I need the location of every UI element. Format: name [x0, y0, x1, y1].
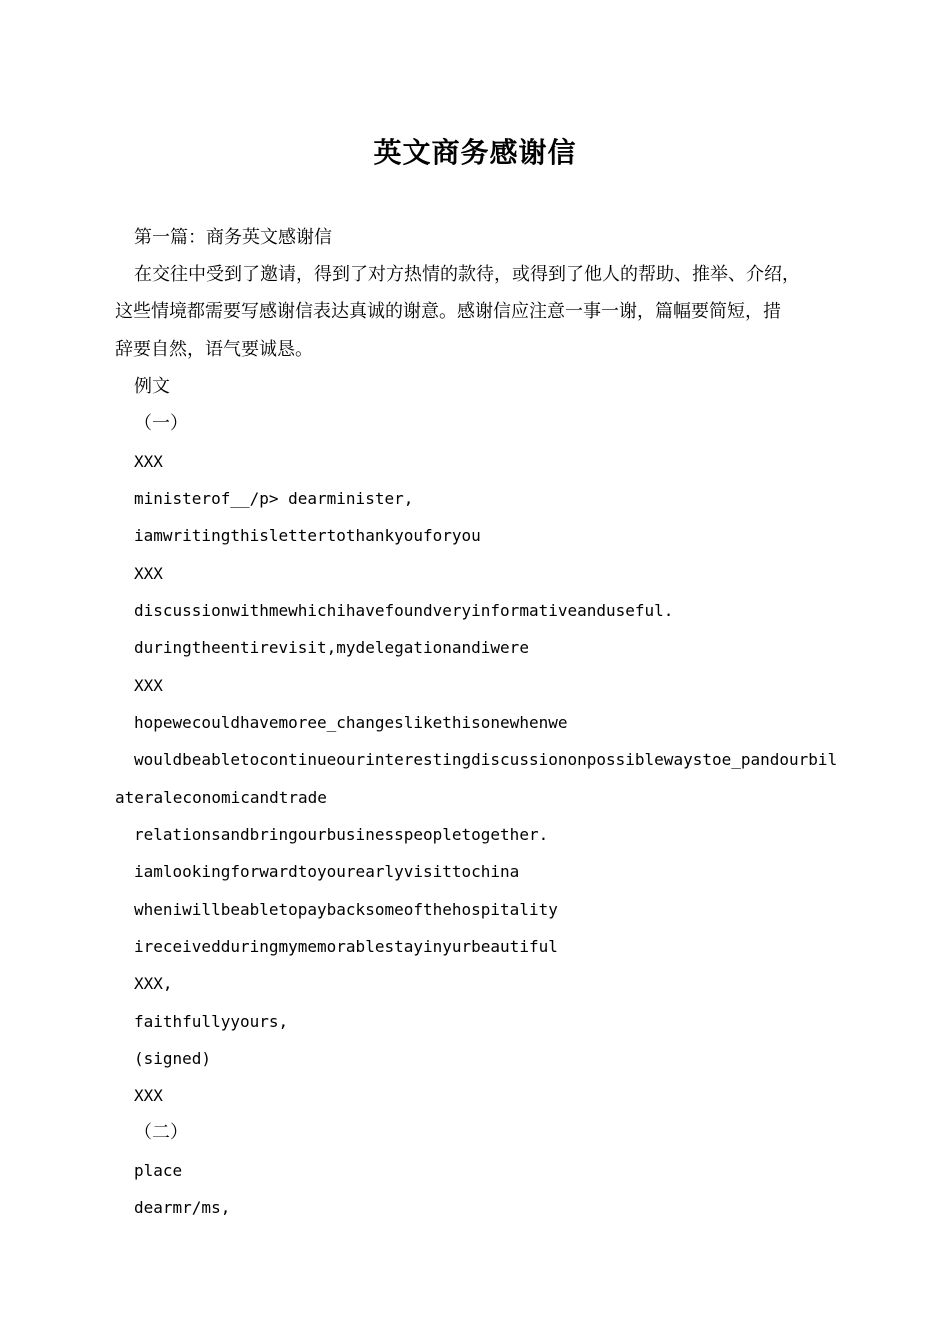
letter-line: place — [134, 1161, 183, 1180]
paragraph-line: 这些情境都需要写感谢信表达真诚的谢意。感谢信应注意一事一谢，篇幅要简短，措 — [115, 301, 781, 322]
letter-line: XXX, — [134, 974, 173, 993]
letter-line: XXX — [134, 564, 163, 583]
letter-line: relationsandbringourbusinesspeopletogether. — [134, 825, 549, 844]
letter-line: XXX — [134, 452, 163, 471]
section-heading: 第一篇：商务英文感谢信 — [134, 227, 332, 248]
paragraph-line: 在交往中受到了邀请，得到了对方热情的款待，或得到了他人的帮助、推举、介绍， — [134, 264, 800, 285]
letter-line: iamlookingforwardtoyourearlyvisittochina — [134, 862, 520, 881]
letter-line: XXX — [134, 676, 163, 695]
example-number: （一） — [134, 413, 188, 434]
letter-line: wheniwillbeabletopaybacksomeofthehospitality — [134, 900, 558, 919]
letter-line: faithfullyyours, — [134, 1012, 289, 1031]
letter-line: ireceivedduringmymemorablestayinyurbeautiful — [134, 937, 558, 956]
letter-line: ateraleconomicandtrade — [115, 788, 327, 807]
letter-line: (signed) — [134, 1049, 212, 1068]
letter-line: iamwritingthislettertothankyouforyou — [134, 526, 481, 545]
letter-line: duringtheentirevisit,mydelegationandiwere — [134, 638, 529, 657]
letter-line: XXX — [134, 1086, 163, 1105]
document-title: 英文商务感谢信 — [373, 136, 577, 169]
letter-line: discussionwithmewhichihavefoundveryinformativeanduseful. — [134, 601, 674, 620]
example-label: 例文 — [134, 376, 170, 397]
letter-line: wouldbeabletocontinueourinterestingdiscussiononpossiblewaystoe_pandourbil — [134, 750, 838, 769]
paragraph-line: 辞要自然，语气要诚恳。 — [115, 339, 313, 360]
letter-line: hopewecouldhavemoree_changeslikethisonewhenwe — [134, 713, 568, 732]
letter-line: ministerof__/p> dearminister, — [134, 489, 414, 508]
example-number: （二） — [134, 1122, 188, 1143]
letter-line: dearmr/ms, — [134, 1198, 231, 1217]
